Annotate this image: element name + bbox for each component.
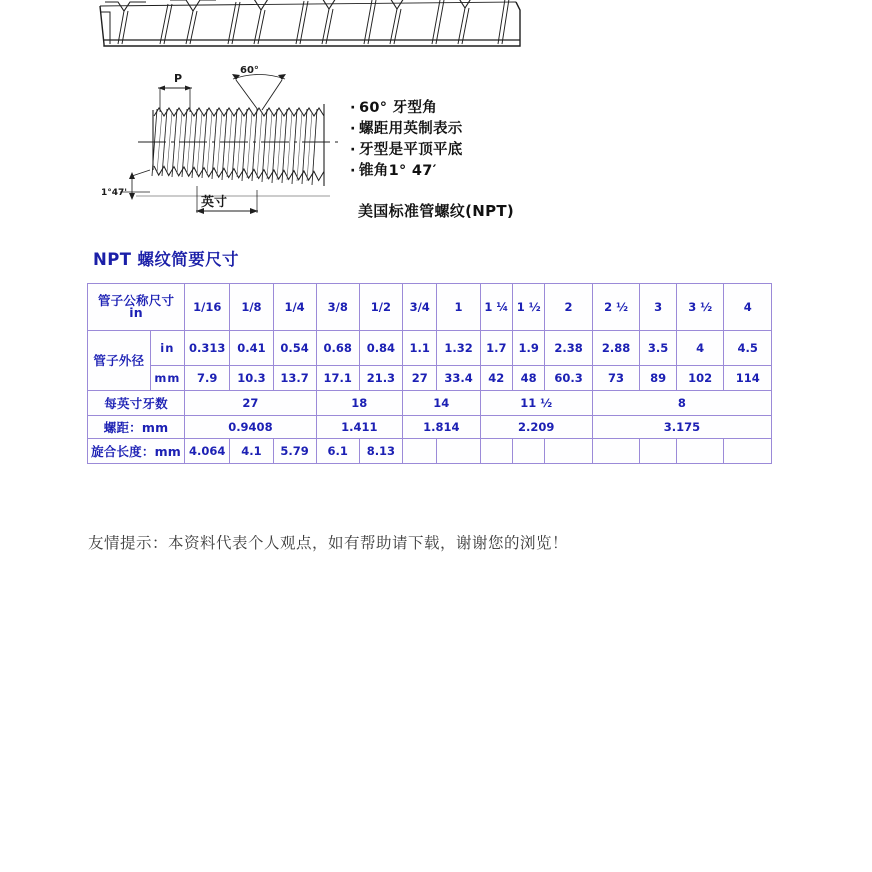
thread-note-text: 螺距用英制表示: [359, 121, 463, 137]
table-row-threads-per-inch: [88, 391, 772, 416]
cell-engage-9: [545, 439, 592, 464]
table-row-engagement-length: [88, 439, 772, 464]
cell-nominal-12: 3 ½: [676, 284, 723, 331]
cell-nominal-10: 2 ½: [592, 284, 639, 331]
table-row-od-mm: [88, 366, 772, 391]
cell-od-mm-3: 17.1: [316, 366, 359, 391]
thread-note-text: 60° 牙型角: [359, 100, 438, 116]
cell-od-in-1: 0.41: [230, 331, 273, 366]
cell-nominal-5: 3/4: [402, 284, 437, 331]
cell-od-in-0: 0.313: [185, 331, 230, 366]
cell-tpi-2: 14: [402, 391, 480, 416]
row-header-threads-per-inch: 每英寸牙数: [88, 391, 185, 416]
bullet-icon: ·: [350, 142, 356, 158]
thread-notes-list: [350, 98, 580, 182]
cell-pitch-1: 1.411: [316, 416, 402, 439]
cell-engage-2: 5.79: [273, 439, 316, 464]
cell-od-in-2: 0.54: [273, 331, 316, 366]
cell-od-in-3: 0.68: [316, 331, 359, 366]
pitch-dimension-label: P: [174, 72, 183, 85]
cell-od-in-10: 2.88: [592, 331, 639, 366]
cell-engage-0: 4.064: [185, 439, 230, 464]
cell-tpi-1: 18: [316, 391, 402, 416]
row-header-od-unit-mm: mm: [150, 366, 185, 391]
cell-od-mm-2: 13.7: [273, 366, 316, 391]
cell-engage-6: [437, 439, 480, 464]
cell-od-in-7: 1.7: [480, 331, 512, 366]
cell-tpi-0: 27: [185, 391, 317, 416]
cell-pitch-0: 0.9408: [185, 416, 317, 439]
cell-od-in-5: 1.1: [402, 331, 437, 366]
thread-angle-label: 60°: [240, 65, 259, 76]
cell-od-in-11: 3.5: [640, 331, 677, 366]
cell-od-mm-10: 73: [592, 366, 639, 391]
cell-engage-13: [724, 439, 772, 464]
diagram-caption: 美国标准管螺纹(NPT): [358, 202, 515, 220]
cell-nominal-11: 3: [640, 284, 677, 331]
npt-table: [87, 283, 772, 464]
inch-dimension-label: 英寸: [201, 195, 228, 210]
cell-engage-8: [512, 439, 544, 464]
cell-od-mm-11: 89: [640, 366, 677, 391]
row-header-outer-diameter: 管子外径: [88, 331, 151, 391]
cell-engage-3: 6.1: [316, 439, 359, 464]
cell-od-mm-12: 102: [676, 366, 723, 391]
table-row-pitch: [88, 416, 772, 439]
cell-tpi-4: 8: [592, 391, 771, 416]
cell-od-mm-13: 114: [724, 366, 772, 391]
cell-pitch-3: 2.209: [480, 416, 592, 439]
row-header-od-unit-in: in: [150, 331, 185, 366]
cell-od-in-12: 4: [676, 331, 723, 366]
cell-engage-12: [676, 439, 723, 464]
thread-note-item: [350, 161, 580, 182]
cell-engage-1: 4.1: [230, 439, 273, 464]
table-title: NPT 螺纹简要尺寸: [93, 250, 239, 269]
thread-note-item: [350, 140, 580, 161]
row-header-engagement-length: 旋合长度：mm: [88, 439, 185, 464]
cell-nominal-1: 1/8: [230, 284, 273, 331]
cell-nominal-3: 3/8: [316, 284, 359, 331]
bullet-icon: ·: [350, 121, 356, 137]
cell-od-mm-0: 7.9: [185, 366, 230, 391]
npt-dimensions-table: [87, 283, 772, 464]
cell-engage-5: [402, 439, 437, 464]
thread-note-item: [350, 98, 580, 119]
row-header-nominal: 管子公称尺寸 in: [88, 284, 185, 331]
cell-od-mm-1: 10.3: [230, 366, 273, 391]
thread-note-item: [350, 119, 580, 140]
thread-diagram: [0, 0, 872, 235]
cell-od-mm-7: 42: [480, 366, 512, 391]
cell-pitch-2: 1.814: [402, 416, 480, 439]
cell-engage-10: [592, 439, 639, 464]
cell-od-in-4: 0.84: [359, 331, 402, 366]
bullet-icon: ·: [350, 100, 356, 116]
row-header-pitch: 螺距：mm: [88, 416, 185, 439]
cell-nominal-7: 1 ¼: [480, 284, 512, 331]
cell-od-in-13: 4.5: [724, 331, 772, 366]
cell-engage-11: [640, 439, 677, 464]
thread-note-text: 牙型是平顶平底: [359, 142, 463, 158]
cell-od-mm-4: 21.3: [359, 366, 402, 391]
cell-od-mm-5: 27: [402, 366, 437, 391]
cell-nominal-0: 1/16: [185, 284, 230, 331]
cell-nominal-8: 1 ½: [512, 284, 544, 331]
cell-pitch-4: 3.175: [592, 416, 771, 439]
bullet-icon: ·: [350, 163, 356, 179]
cell-od-in-8: 1.9: [512, 331, 544, 366]
table-row-od-inch: [88, 331, 772, 366]
cell-od-in-6: 1.32: [437, 331, 480, 366]
cell-od-mm-9: 60.3: [545, 366, 592, 391]
cell-engage-7: [480, 439, 512, 464]
cell-engage-4: 8.13: [359, 439, 402, 464]
taper-angle-label: 1°47': [101, 188, 128, 198]
cell-od-mm-6: 33.4: [437, 366, 480, 391]
cell-od-in-9: 2.38: [545, 331, 592, 366]
cell-nominal-4: 1/2: [359, 284, 402, 331]
table-row-nominal-size: [88, 284, 772, 331]
cell-nominal-13: 4: [724, 284, 772, 331]
cell-od-mm-8: 48: [512, 366, 544, 391]
footer-note: 友情提示：本资料代表个人观点，如有帮助请下载，谢谢您的浏览！: [88, 534, 569, 552]
cell-nominal-2: 1/4: [273, 284, 316, 331]
cell-nominal-6: 1: [437, 284, 480, 331]
thread-note-text: 锥角1° 47′: [359, 163, 437, 179]
cell-tpi-3: 11 ½: [480, 391, 592, 416]
cell-nominal-9: 2: [545, 284, 592, 331]
